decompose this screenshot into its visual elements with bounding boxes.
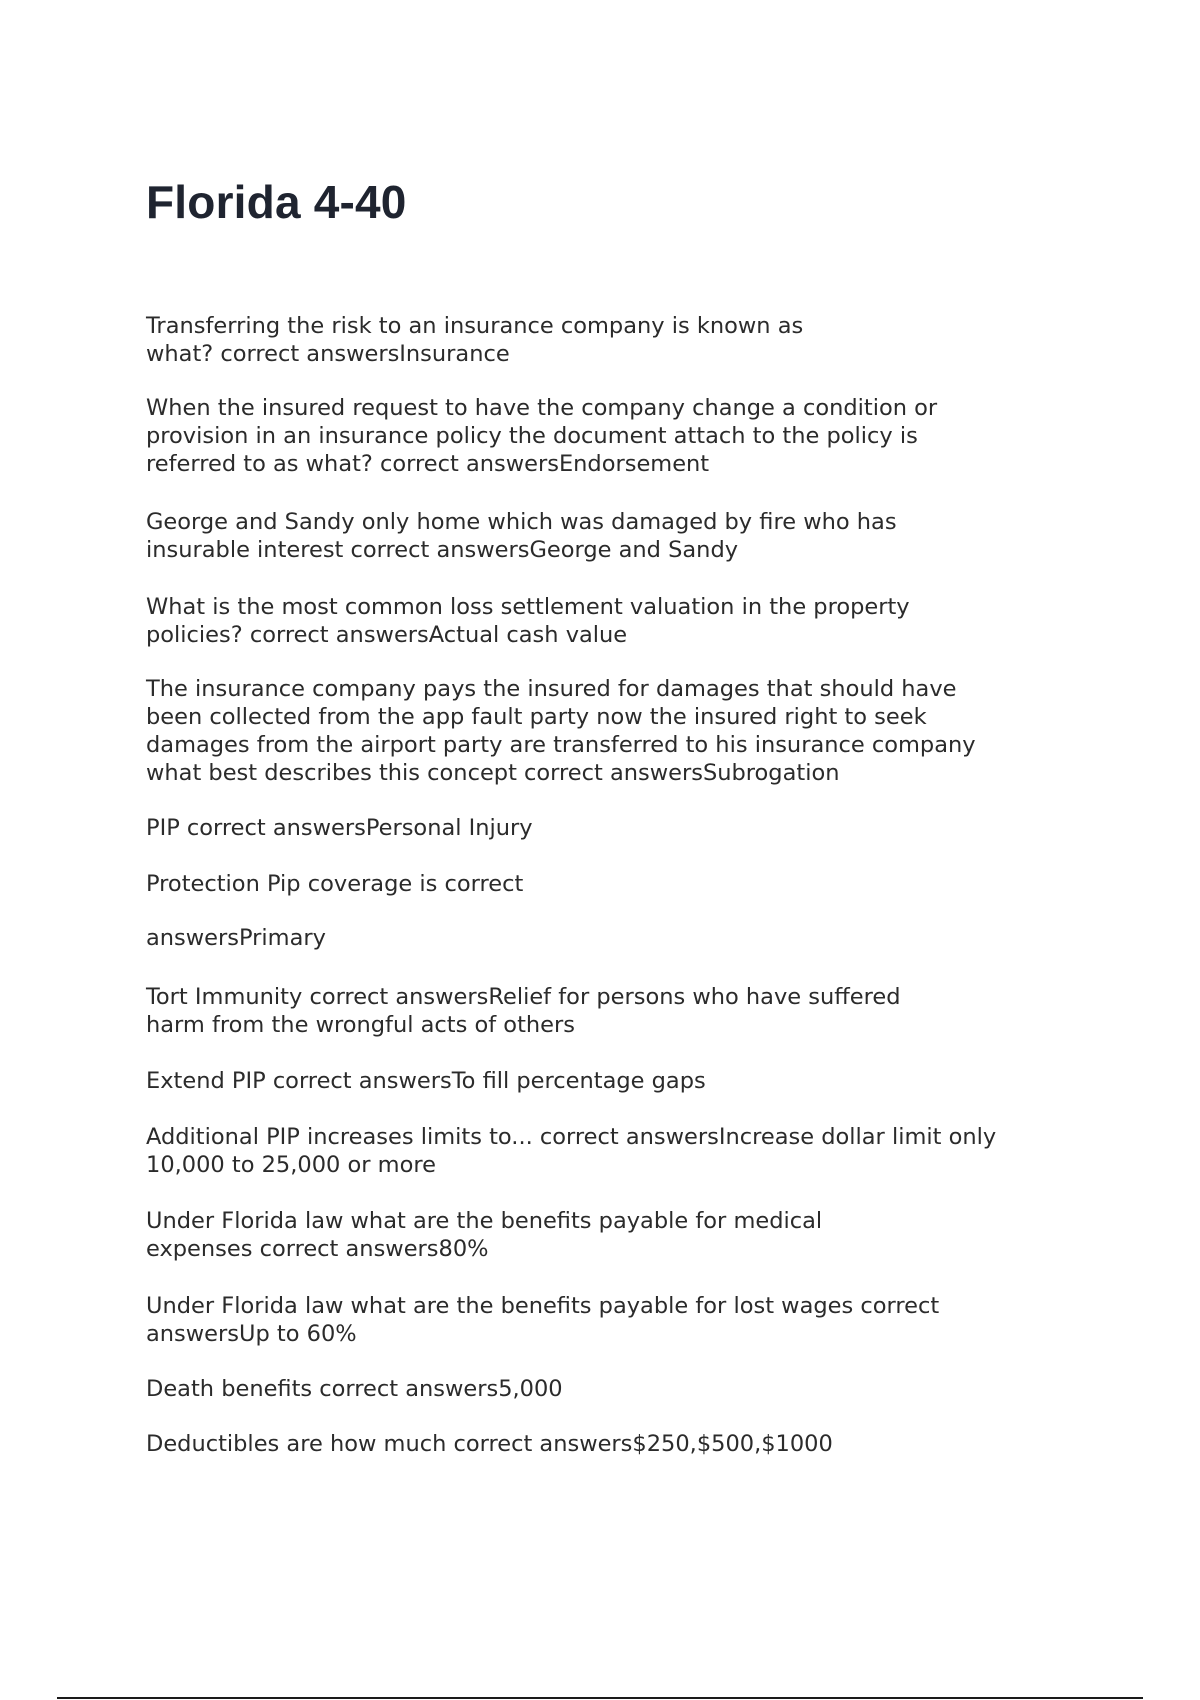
qa-item-4: What is the most common loss settlement valuation in the property policies? correct answersActual cash value [146, 594, 910, 648]
qa-item-1: Transferring the risk to an insurance company is known as what? correct answersInsurance [146, 313, 804, 367]
qa-item-5: The insurance company pays the insured for damages that should have been collected from the app fault party now the insured right to seek damages from the airport party are transferred to his insurance company what best describes this concept correct answersSubrogation [146, 676, 976, 786]
qa-item-11: Additional PIP increases limits to... correct answersIncrease dollar limit only 10,000 to 25,000 or more [146, 1124, 997, 1178]
qa-item-10: Extend PIP correct answersTo fill percentage gaps [146, 1068, 706, 1094]
qa-item-7: Protection Pip coverage is correct [146, 871, 524, 897]
qa-item-3: George and Sandy only home which was damaged by fire who has insurable interest correct answersGeorge and Sandy [146, 509, 897, 563]
qa-item-9: Tort Immunity correct answersRelief for persons who have suffered harm from the wrongful acts of others [146, 984, 901, 1038]
qa-item-6: PIP correct answersPersonal Injury [146, 815, 533, 841]
qa-item-12: Under Florida law what are the benefits payable for medical expenses correct answers80% [146, 1208, 823, 1262]
qa-item-8: answersPrimary [146, 925, 326, 951]
footer-divider [57, 1697, 1143, 1699]
qa-item-15: Deductibles are how much correct answers$250,$500,$1000 [146, 1431, 833, 1457]
qa-item-2: When the insured request to have the company change a condition or provision in an insurance policy the document attach to the policy is referred to as what? correct answersEndorsement [146, 395, 938, 477]
qa-item-14: Death benefits correct answers5,000 [146, 1376, 563, 1402]
qa-item-13: Under Florida law what are the benefits payable for lost wages correct answersUp to 60% [146, 1293, 940, 1347]
page-title: Florida 4-40 [146, 176, 407, 228]
